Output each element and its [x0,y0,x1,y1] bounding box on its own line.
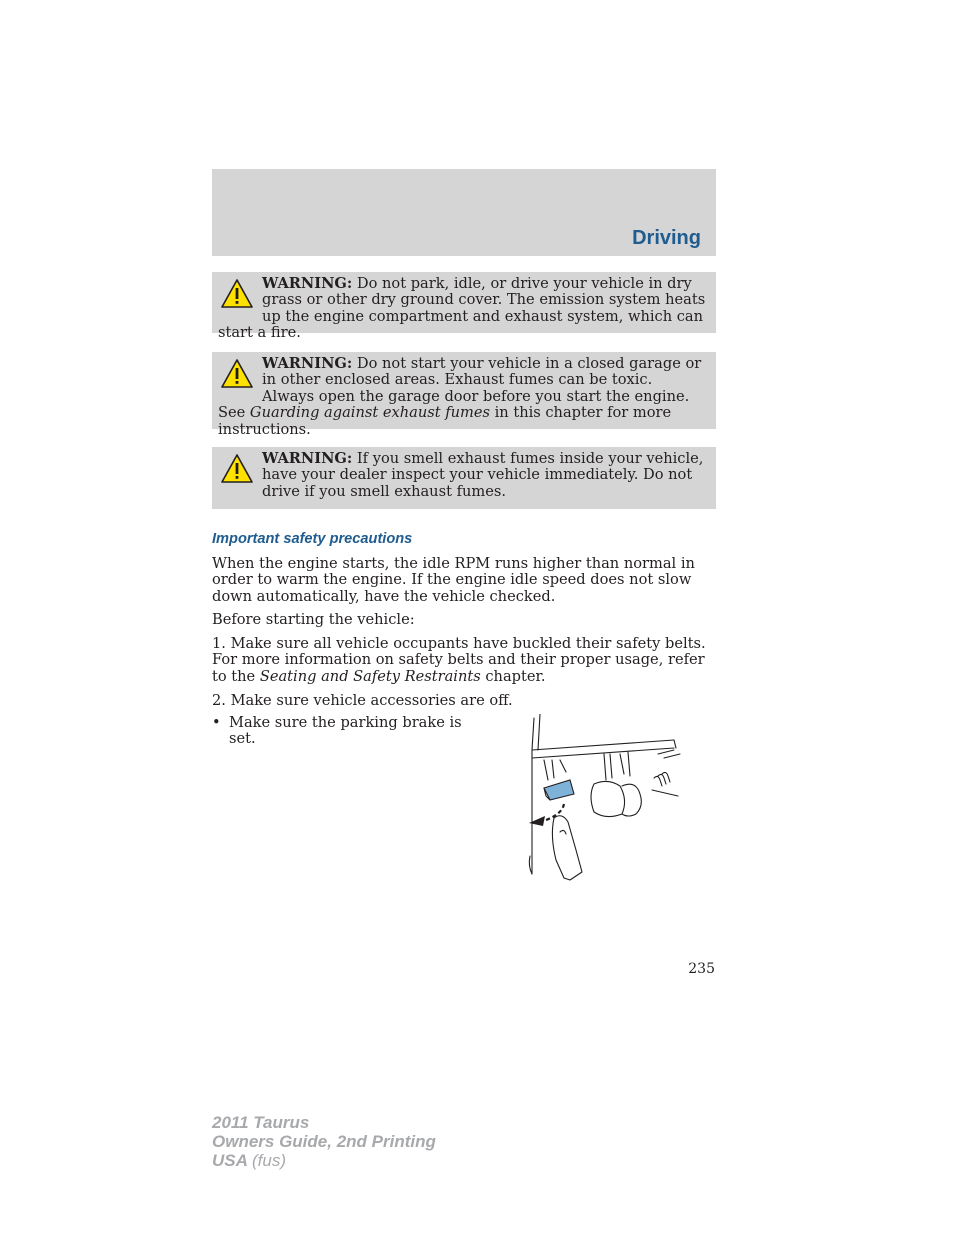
warning-text: Do not park, idle, or drive your vehicle in dry grass or other dry ground cover. The emission system heats up the engine compartment and exhaust system, which can start a fire. [218,275,706,342]
paragraph-step-2: 2. Make sure vehicle accessories are off. [212,692,513,709]
warning-text-end: in this chapter for more instructions. [218,404,672,438]
footer-region [212,1151,436,1170]
warning-box-exhaust-fumes [212,447,716,509]
step-1-text: 1. Make sure all vehicle occupants have buckled their safety belts. For more information on safety belts and their proper usage, refer to the [212,635,706,685]
parking-brake-pedal [544,780,574,800]
subheading: Important safety precautions [212,531,413,547]
paragraph-step-1 [212,636,716,685]
warning-text: If you smell exhaust fumes inside your vehicle, have your dealer inspect your vehicle immediately. Do not drive if you smell exhaust fumes. [262,450,704,500]
warning-triangle-icon [220,278,254,310]
footer-code: (fus) [252,1151,286,1170]
warning-triangle-icon [220,453,254,485]
warning-reference: Guarding against exhaust fumes [249,404,490,422]
footer-model: 2011 Taurus [212,1113,310,1132]
warning-text: Do not start your vehicle in a closed garage or in other enclosed areas. Exhaust fumes can be toxic. Always open the garage door before you start the engine. See [218,355,702,422]
parking-brake-pedal-illustration [524,714,684,884]
warning-label: WARNING: [262,275,353,292]
warning-label: WARNING: [262,355,353,372]
warning-triangle-icon [220,358,254,390]
paragraph-before-starting: Before starting the vehicle: [212,611,415,628]
bullet-text: Make sure the parking brake is set. [229,714,462,748]
section-header-band [212,169,716,256]
step-1-text-end: chapter. [480,667,546,685]
section-title: Driving [632,227,701,249]
warning-box-dry-grass [212,272,716,342]
step-1-reference: Seating and Safety Restraints [259,667,481,685]
warning-label: WARNING: [262,450,353,467]
arrow-left-icon [529,816,545,826]
paragraph-idle: When the engine starts, the idle RPM runs higher than normal in order to warm the engine. If the engine idle speed does not slow down automatically, have the vehicle checked. [212,555,695,605]
page-number: 235 [688,961,715,977]
footer-edition: Owners Guide, 2nd Printing [212,1132,436,1151]
footer-country: USA [212,1151,248,1170]
bullet-symbol: • [212,714,221,731]
document-footer [212,1113,436,1170]
bullet-item-parking-brake [212,715,462,748]
warning-box-closed-garage [212,352,716,438]
